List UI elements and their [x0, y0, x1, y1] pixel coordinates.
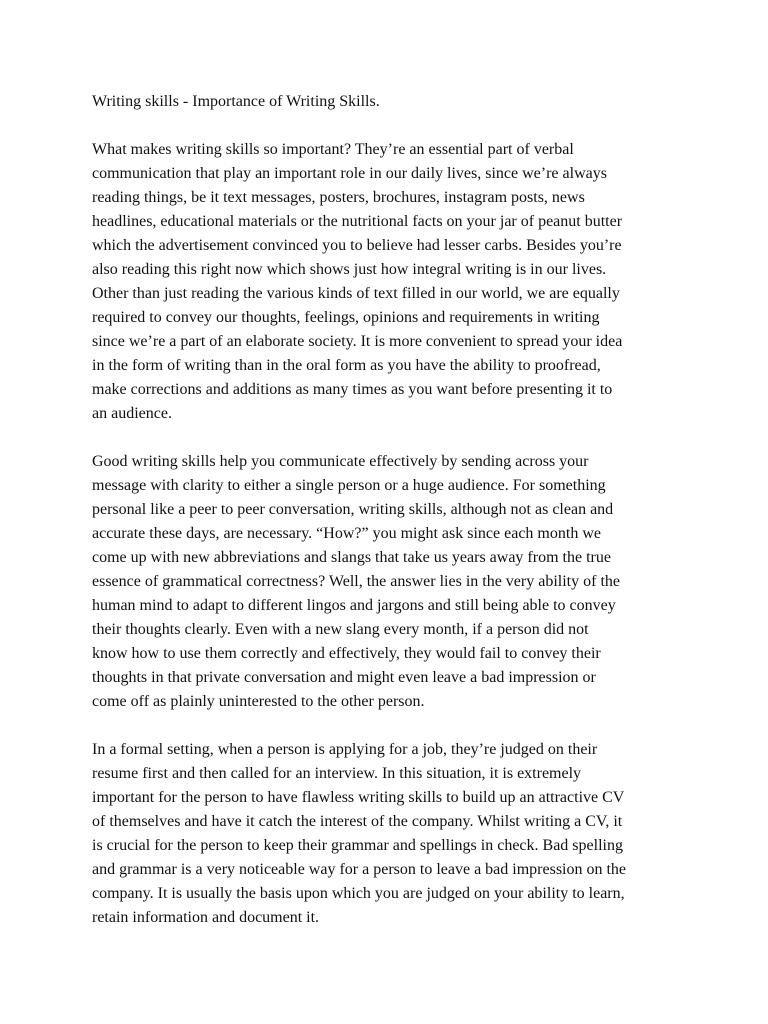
- paragraph-line: reading things, be it text messages, posters, brochures, instagram posts, news: [92, 189, 585, 206]
- paragraph-line: Other than just reading the various kinds of text filled in our world, we are equally: [92, 285, 620, 302]
- paragraph-line: headlines, educational materials or the nutritional facts on your jar of peanut butter: [92, 213, 623, 230]
- paragraph-line: come off as plainly uninterested to the other person.: [92, 693, 425, 710]
- paragraph-line: Good writing skills help you communicate effectively by sending across your: [92, 453, 589, 470]
- paragraph-line: since we’re a part of an elaborate society. It is more convenient to spread your idea: [92, 333, 623, 350]
- paragraph-line: which the advertisement convinced you to believe had lesser carbs. Besides you’re: [92, 237, 622, 254]
- paragraph-line: company. It is usually the basis upon which you are judged on your ability to learn,: [92, 885, 625, 902]
- document-title: Writing skills - Importance of Writing Skills.: [92, 93, 380, 110]
- paragraph-line: resume first and then called for an interview. In this situation, it is extremely: [92, 765, 582, 782]
- paragraph-line: also reading this right now which shows just how integral writing is in our lives.: [92, 261, 607, 278]
- paragraph-line: know how to use them correctly and effectively, they would fail to convey their: [92, 645, 601, 662]
- paragraph-line: accurate these days, are necessary. “How?” you might ask since each month we: [92, 525, 601, 542]
- paragraph-line: come up with new abbreviations and slangs that take us years away from the true: [92, 549, 611, 566]
- paragraph-line: of themselves and have it catch the interest of the company. Whilst writing a CV, it: [92, 813, 623, 830]
- paragraph-line: In a formal setting, when a person is applying for a job, they’re judged on their: [92, 741, 598, 758]
- paragraph-1: [92, 138, 688, 426]
- paragraph-line: their thoughts clearly. Even with a new slang every month, if a person did not: [92, 621, 589, 638]
- paragraph-line: in the form of writing than in the oral form as you have the ability to proofread,: [92, 357, 601, 374]
- paragraph-line: important for the person to have flawless writing skills to build up an attractive CV: [92, 789, 625, 806]
- paragraph-line: personal like a peer to peer conversation, writing skills, although not as clean and: [92, 501, 614, 518]
- paragraph-line: retain information and document it.: [92, 909, 320, 926]
- paragraph-line: human mind to adapt to different lingos and jargons and still being able to convey: [92, 597, 616, 614]
- paragraph-line: is crucial for the person to keep their grammar and spellings in check. Bad spelling: [92, 837, 623, 854]
- paragraph-3: [92, 738, 688, 930]
- paragraph-line: and grammar is a very noticeable way for a person to leave a bad impression on the: [92, 861, 627, 878]
- paragraph-2: [92, 450, 688, 714]
- paragraph-line: essence of grammatical correctness? Well, the answer lies in the very ability of the: [92, 573, 620, 590]
- paragraph-line: make corrections and additions as many times as you want before presenting it to: [92, 381, 613, 398]
- paragraph-line: communication that play an important role in our daily lives, since we’re always: [92, 165, 607, 182]
- paragraph-line: required to convey our thoughts, feelings, opinions and requirements in writing: [92, 309, 600, 326]
- paragraph-line: an audience.: [92, 405, 172, 422]
- paragraph-line: thoughts in that private conversation and might even leave a bad impression or: [92, 669, 596, 686]
- paragraph-line: message with clarity to either a single person or a huge audience. For something: [92, 477, 606, 494]
- paragraph-line: What makes writing skills so important? They’re an essential part of verbal: [92, 141, 574, 158]
